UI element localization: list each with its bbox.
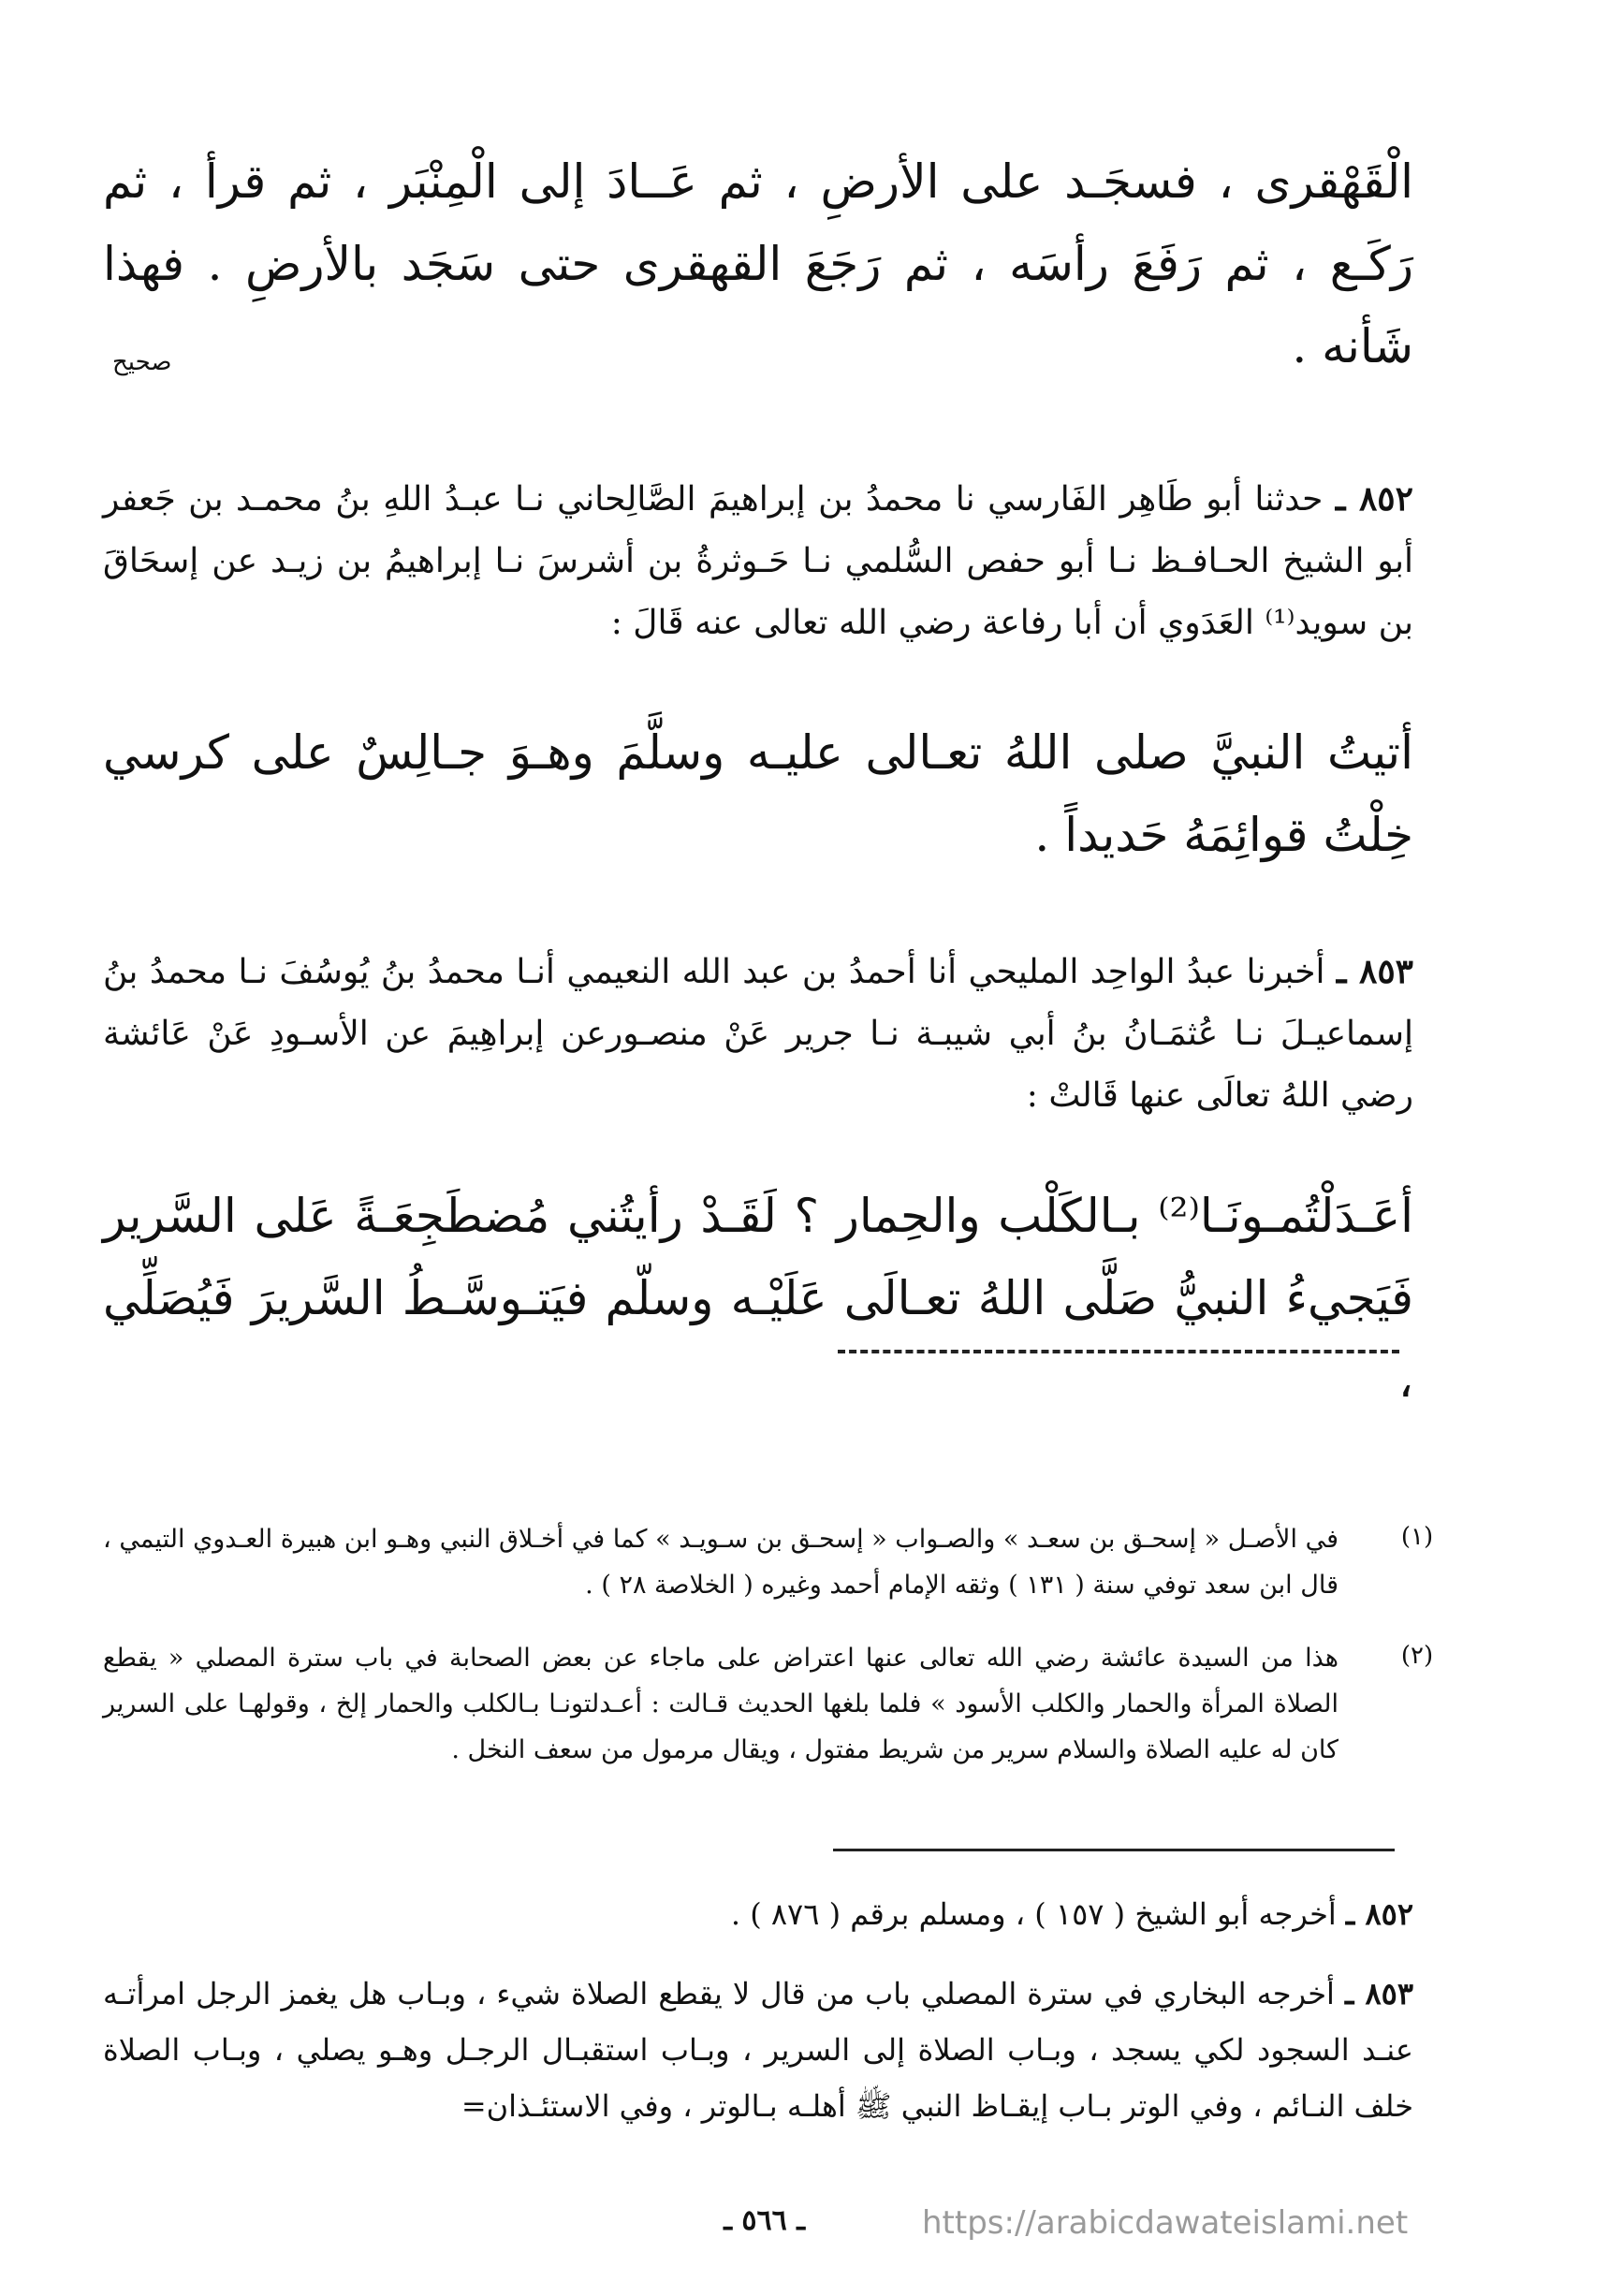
footnote-2: هذا من السيدة عائشة رضي الله تعالى عنها اعتراض على ماجاء عن بعض الصحابة في باب سترة المصلي « يقطع الصلاة المرأة والحمار والكلب الأسود » فلما بلغها الحديث قـالت : أعـدلتونـا بـالكلب والحمار إلخ ، وقولهـا على السرير كان له عليه الصلاة والسلام سرير من شريط مفتول ، ويقال مرمول من سعف النخل . bbox=[103, 1644, 1338, 1764]
footnote-1-mark: (١) bbox=[1400, 1523, 1434, 1551]
page-number: ـ ٥٦٦ ـ bbox=[724, 2204, 805, 2237]
dashed-separator bbox=[838, 1350, 1399, 1353]
hadith-852-chain: حدثنا أبو طَاهِر الفَارسي نا محمدُ بن إبراهيمَ الصَّالِحاني نـا عبـدُ اللهِ بنُ محمـد بن جَعفر أبو الشيخ الحـافـظ نـا أبو حفص السُّلمي نـا حَـوثرةُ بن أشرسَ نـا إبراهيمُ بن زيـد عن إسحَاقَ بن سويد⁽¹⁾ العَدَوي أن أبا رفاعة رضي الله تعالى عنه قَالَ : bbox=[103, 480, 1413, 642]
takhrij-852-number: ٨٥٢ ـ bbox=[1345, 1896, 1413, 1932]
continuation-text: الْقَهْقرى ، فسجَـد على الأرضِ ، ثم عَــادَ إلى الْمِنْبَر ، ثم قرأ ، ثم رَكَـع ، ثم رَفَعَ رأسَه ، ثم رَجَعَ القهقرى حتى سَجَد بالأرضِ . فهذا شَأنه . bbox=[103, 154, 1413, 373]
grade-label: صحيح bbox=[112, 348, 172, 376]
footnote-2-mark: (٢) bbox=[1400, 1642, 1434, 1670]
takhrij-852 bbox=[103, 1886, 1413, 1942]
takhrij-853 bbox=[103, 1966, 1413, 2134]
watermark-url: https://arabicdawateislami.net bbox=[922, 2204, 1409, 2242]
hadith-852-number: ٨٥٢ ـ bbox=[1335, 479, 1413, 519]
hadith-853-matn: أعَـدَلْتُمـونَـا⁽²⁾ بـالكَلْب والحِمار ؟ لَقَـدْ رأيتُني مُضطَجِعَـةً عَلى السَّرير فَيَجيءُ النبيُّ صَلَّى اللهُ تعـالَى عَلَيْـه وسلّم فيَتـوسَّـطُ السَّريرَ فَيُصَلِّي ، bbox=[103, 1189, 1413, 1408]
hadith-852-isnad bbox=[103, 468, 1413, 654]
takhrij-852-text: أخرجه أبو الشيخ ( ١٥٧ ) ، ومسلم برقم ( ٨٧٦ ) . bbox=[730, 1896, 1337, 1932]
footnote-1: في الأصـل « إسحـق بن سعـد » والصـواب « إسحـق بن سـويـد » كما في أخـلاق النبي وهـو ابن هبيرة العـدوي التيمي ، قال ابن سعد توفي سنة ( ١٣١ ) وثقه الإمام أحمد وغيره ( الخلاصة ٢٨ ) . bbox=[103, 1525, 1338, 1600]
takhrij-853-number: ٨٥٣ ـ bbox=[1345, 1976, 1414, 2011]
hadith-853-chain: أخبرنا عبدُ الواحِد المليحي أنا أحمدُ بن عبد الله النعيمي أنـا محمدُ بنُ يُوسُفَ نـا محمدُ بنُ إسماعيـلَ نـا عُثمَـانُ بنُ أبي شيبـة نـا جرير عَنْ منصـورعن إبراهِيمَ عن الأسـودِ عَنْ عَائشة رضي اللهُ تعالَى عنها قَالتْ : bbox=[103, 953, 1413, 1115]
takhrij-853-text: أخرجه البخاري في سترة المصلي باب من قال لا يقطع الصلاة شيء ، وبـاب هل يغمز الرجل امرأتـه عنـد السجود لكي يسجد ، وبـاب الصلاة إلى السرير ، وبـاب استقبـال الرجـل وهـو يصلي ، وبـاب الصلاة خلف النـائم ، وفي الوتر بـاب إيقـاظ النبي ﷺ أهلـه بـالوتر ، وفي الاستئـذان= bbox=[103, 1976, 1413, 2124]
hadith-853-number: ٨٥٣ ـ bbox=[1336, 952, 1413, 991]
hadith-853-isnad bbox=[103, 941, 1413, 1127]
hadith-852-matn: أتيتُ النبيَّ صلى اللهُ تعـالى عليـه وسلَّمَ وهـوَ جـالِسٌ على كرسي خِلْتُ قوائِمَهُ حَديداً . bbox=[103, 725, 1413, 862]
takhrij-rule bbox=[833, 1849, 1395, 1851]
